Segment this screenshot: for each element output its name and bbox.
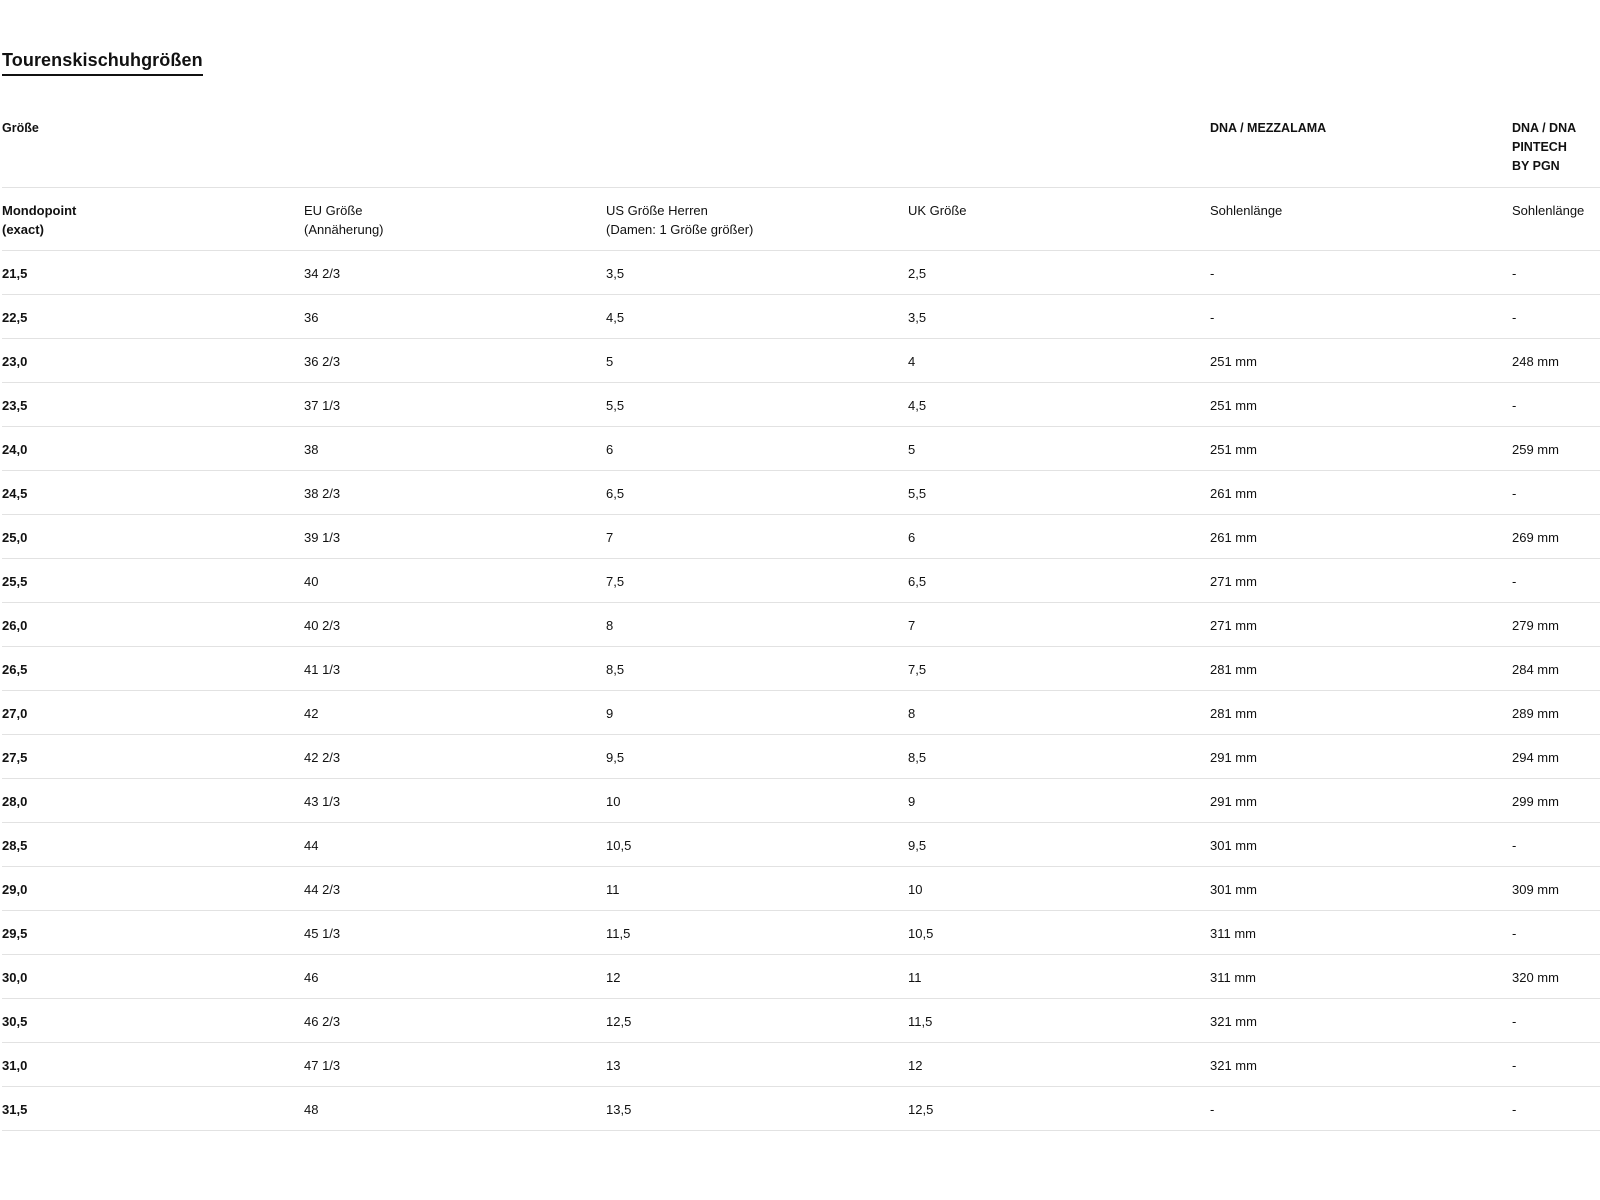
cell-us-size: 9	[606, 706, 614, 721]
cell-mondopoint: 26,5	[2, 662, 28, 677]
table-row	[2, 295, 1600, 339]
cell-sole-length-pintech: 320 mm	[1512, 970, 1559, 985]
cell-sole-length-pintech: -	[1512, 266, 1517, 281]
cell-eu-size: 37 1/3	[304, 398, 341, 413]
table-row	[2, 471, 1600, 515]
cell-sole-length-pintech: 289 mm	[1512, 706, 1559, 721]
cell-eu-size: 40 2/3	[304, 618, 341, 633]
cell-mondopoint: 22,5	[2, 310, 28, 325]
cell-eu-size: 44	[304, 838, 319, 853]
cell-us-size: 9,5	[606, 750, 625, 765]
cell-eu-size: 36	[304, 310, 319, 325]
cell-uk-size: 7	[908, 618, 916, 633]
cell-uk-size: 11,5	[908, 1014, 933, 1029]
cell-eu-size: 38	[304, 442, 319, 457]
column-header-mondopoint: Mondopoint (exact)	[2, 203, 77, 237]
column-header-sole-length-mezzalama: Sohlenlänge	[1210, 203, 1283, 218]
cell-mondopoint: 29,5	[2, 926, 28, 941]
cell-mondopoint: 30,5	[2, 1014, 28, 1029]
cell-us-size: 4,5	[606, 310, 625, 325]
cell-eu-size: 47 1/3	[304, 1058, 341, 1073]
table-row	[2, 823, 1600, 867]
cell-sole-length-pintech: 284 mm	[1512, 662, 1559, 677]
column-header-us: US Größe Herren (Damen: 1 Größe größer)	[606, 203, 754, 237]
cell-mondopoint: 21,5	[2, 266, 28, 281]
cell-us-size: 3,5	[606, 266, 625, 281]
cell-sole-length-pintech: -	[1512, 926, 1517, 941]
cell-eu-size: 34 2/3	[304, 266, 341, 281]
cell-uk-size: 5	[908, 442, 916, 457]
cell-mondopoint: 30,0	[2, 970, 28, 985]
cell-uk-size: 4,5	[908, 398, 927, 413]
cell-us-size: 7	[606, 530, 614, 545]
cell-sole-length-mezzalama: -	[1210, 310, 1215, 325]
cell-mondopoint: 25,0	[2, 530, 28, 545]
group-header-blank-2	[606, 119, 908, 187]
cell-uk-size: 3,5	[908, 310, 927, 325]
cell-uk-size: 12,5	[908, 1102, 934, 1117]
cell-us-size: 6,5	[606, 486, 625, 501]
cell-mondopoint: 28,5	[2, 838, 28, 853]
cell-uk-size: 8,5	[908, 750, 927, 765]
cell-sole-length-mezzalama: 261 mm	[1210, 486, 1257, 501]
cell-sole-length-pintech: 299 mm	[1512, 794, 1559, 809]
cell-sole-length-mezzalama: 251 mm	[1210, 354, 1257, 369]
cell-sole-length-pintech: -	[1512, 1102, 1517, 1117]
cell-mondopoint: 31,0	[2, 1058, 28, 1073]
cell-us-size: 8,5	[606, 662, 625, 677]
cell-mondopoint: 24,0	[2, 442, 28, 457]
group-header-blank-3	[908, 119, 1210, 187]
table-row	[2, 999, 1600, 1043]
page-title: Tourenskischuhgrößen	[2, 50, 203, 76]
cell-us-size: 12	[606, 970, 621, 985]
cell-uk-size: 11	[908, 970, 922, 985]
cell-sole-length-pintech: -	[1512, 398, 1517, 413]
cell-us-size: 13,5	[606, 1102, 632, 1117]
table-body	[2, 251, 1600, 1131]
cell-sole-length-mezzalama: 271 mm	[1210, 618, 1257, 633]
cell-sole-length-pintech: 294 mm	[1512, 750, 1559, 765]
cell-sole-length-mezzalama: 251 mm	[1210, 442, 1257, 457]
table-row	[2, 559, 1600, 603]
cell-eu-size: 45 1/3	[304, 926, 341, 941]
cell-us-size: 10	[606, 794, 621, 809]
cell-sole-length-mezzalama: 251 mm	[1210, 398, 1257, 413]
cell-sole-length-pintech: 309 mm	[1512, 882, 1559, 897]
cell-uk-size: 7,5	[908, 662, 927, 677]
cell-mondopoint: 31,5	[2, 1102, 28, 1117]
cell-sole-length-mezzalama: 321 mm	[1210, 1014, 1257, 1029]
cell-us-size: 11	[606, 882, 620, 897]
cell-mondopoint: 26,0	[2, 618, 28, 633]
table-row	[2, 603, 1600, 647]
cell-eu-size: 48	[304, 1102, 319, 1117]
cell-mondopoint: 27,0	[2, 706, 28, 721]
cell-mondopoint: 29,0	[2, 882, 28, 897]
group-header-dna-pintech: DNA / DNA PINTECH BY PGN	[1512, 121, 1577, 173]
page-title-wrap	[2, 50, 203, 76]
cell-uk-size: 10,5	[908, 926, 934, 941]
column-header-eu: EU Größe (Annäherung)	[304, 203, 384, 237]
cell-sole-length-pintech: 259 mm	[1512, 442, 1559, 457]
column-header-sole-length-pintech: Sohlenlänge	[1512, 203, 1585, 218]
cell-sole-length-mezzalama: 291 mm	[1210, 750, 1257, 765]
cell-mondopoint: 24,5	[2, 486, 28, 501]
cell-eu-size: 42	[304, 706, 319, 721]
cell-sole-length-pintech: 279 mm	[1512, 618, 1559, 633]
table-row	[2, 339, 1600, 383]
table-row	[2, 647, 1600, 691]
table-row	[2, 867, 1600, 911]
table-row	[2, 1043, 1600, 1087]
cell-sole-length-mezzalama: 281 mm	[1210, 662, 1257, 677]
cell-mondopoint: 23,5	[2, 398, 28, 413]
cell-sole-length-mezzalama: 281 mm	[1210, 706, 1257, 721]
cell-mondopoint: 28,0	[2, 794, 28, 809]
cell-uk-size: 9,5	[908, 838, 927, 853]
cell-sole-length-pintech: -	[1512, 486, 1517, 501]
cell-eu-size: 43 1/3	[304, 794, 341, 809]
cell-us-size: 7,5	[606, 574, 625, 589]
cell-eu-size: 36 2/3	[304, 354, 341, 369]
group-header-row	[2, 118, 1600, 188]
table-row	[2, 911, 1600, 955]
cell-sole-length-mezzalama: 271 mm	[1210, 574, 1257, 589]
group-header-size: Größe	[2, 121, 39, 135]
cell-uk-size: 2,5	[908, 266, 927, 281]
cell-uk-size: 10	[908, 882, 923, 897]
cell-sole-length-mezzalama: 301 mm	[1210, 882, 1257, 897]
table-row	[2, 251, 1600, 295]
cell-eu-size: 40	[304, 574, 319, 589]
table-row	[2, 427, 1600, 471]
table-row	[2, 691, 1600, 735]
cell-mondopoint: 23,0	[2, 354, 28, 369]
cell-mondopoint: 25,5	[2, 574, 28, 589]
cell-us-size: 10,5	[606, 838, 632, 853]
cell-eu-size: 39 1/3	[304, 530, 341, 545]
cell-sole-length-mezzalama: 291 mm	[1210, 794, 1257, 809]
cell-uk-size: 9	[908, 794, 916, 809]
cell-uk-size: 12	[908, 1058, 923, 1073]
cell-uk-size: 5,5	[908, 486, 927, 501]
cell-sole-length-pintech: -	[1512, 310, 1517, 325]
cell-uk-size: 6	[908, 530, 916, 545]
cell-us-size: 5,5	[606, 398, 625, 413]
cell-us-size: 12,5	[606, 1014, 632, 1029]
size-table	[2, 118, 1600, 1131]
cell-sole-length-pintech: 248 mm	[1512, 354, 1559, 369]
cell-us-size: 5	[606, 354, 614, 369]
group-header-dna-mezzalama: DNA / MEZZALAMA	[1210, 121, 1327, 135]
table-row	[2, 779, 1600, 823]
cell-sole-length-mezzalama: 301 mm	[1210, 838, 1257, 853]
cell-sole-length-mezzalama: -	[1210, 1102, 1215, 1117]
cell-mondopoint: 27,5	[2, 750, 28, 765]
cell-sole-length-mezzalama: 311 mm	[1210, 926, 1256, 941]
cell-sole-length-mezzalama: 261 mm	[1210, 530, 1257, 545]
cell-eu-size: 44 2/3	[304, 882, 341, 897]
cell-us-size: 8	[606, 618, 614, 633]
column-header-row	[2, 188, 1600, 251]
group-header-blank-1	[304, 119, 606, 187]
table-row	[2, 383, 1600, 427]
cell-sole-length-pintech: -	[1512, 838, 1517, 853]
cell-eu-size: 38 2/3	[304, 486, 341, 501]
table-row	[2, 515, 1600, 559]
cell-us-size: 6	[606, 442, 614, 457]
cell-sole-length-mezzalama: -	[1210, 266, 1215, 281]
cell-eu-size: 46 2/3	[304, 1014, 341, 1029]
table-row	[2, 1087, 1600, 1131]
cell-sole-length-mezzalama: 311 mm	[1210, 970, 1256, 985]
cell-eu-size: 42 2/3	[304, 750, 341, 765]
cell-eu-size: 46	[304, 970, 319, 985]
cell-eu-size: 41 1/3	[304, 662, 341, 677]
table-row	[2, 735, 1600, 779]
cell-us-size: 13	[606, 1058, 621, 1073]
cell-sole-length-pintech: -	[1512, 1014, 1517, 1029]
cell-uk-size: 4	[908, 354, 916, 369]
cell-sole-length-mezzalama: 321 mm	[1210, 1058, 1257, 1073]
cell-us-size: 11,5	[606, 926, 631, 941]
cell-sole-length-pintech: -	[1512, 1058, 1517, 1073]
cell-sole-length-pintech: -	[1512, 574, 1517, 589]
cell-uk-size: 6,5	[908, 574, 927, 589]
table-row	[2, 955, 1600, 999]
cell-sole-length-pintech: 269 mm	[1512, 530, 1559, 545]
column-header-uk: UK Größe	[908, 203, 967, 218]
cell-uk-size: 8	[908, 706, 916, 721]
